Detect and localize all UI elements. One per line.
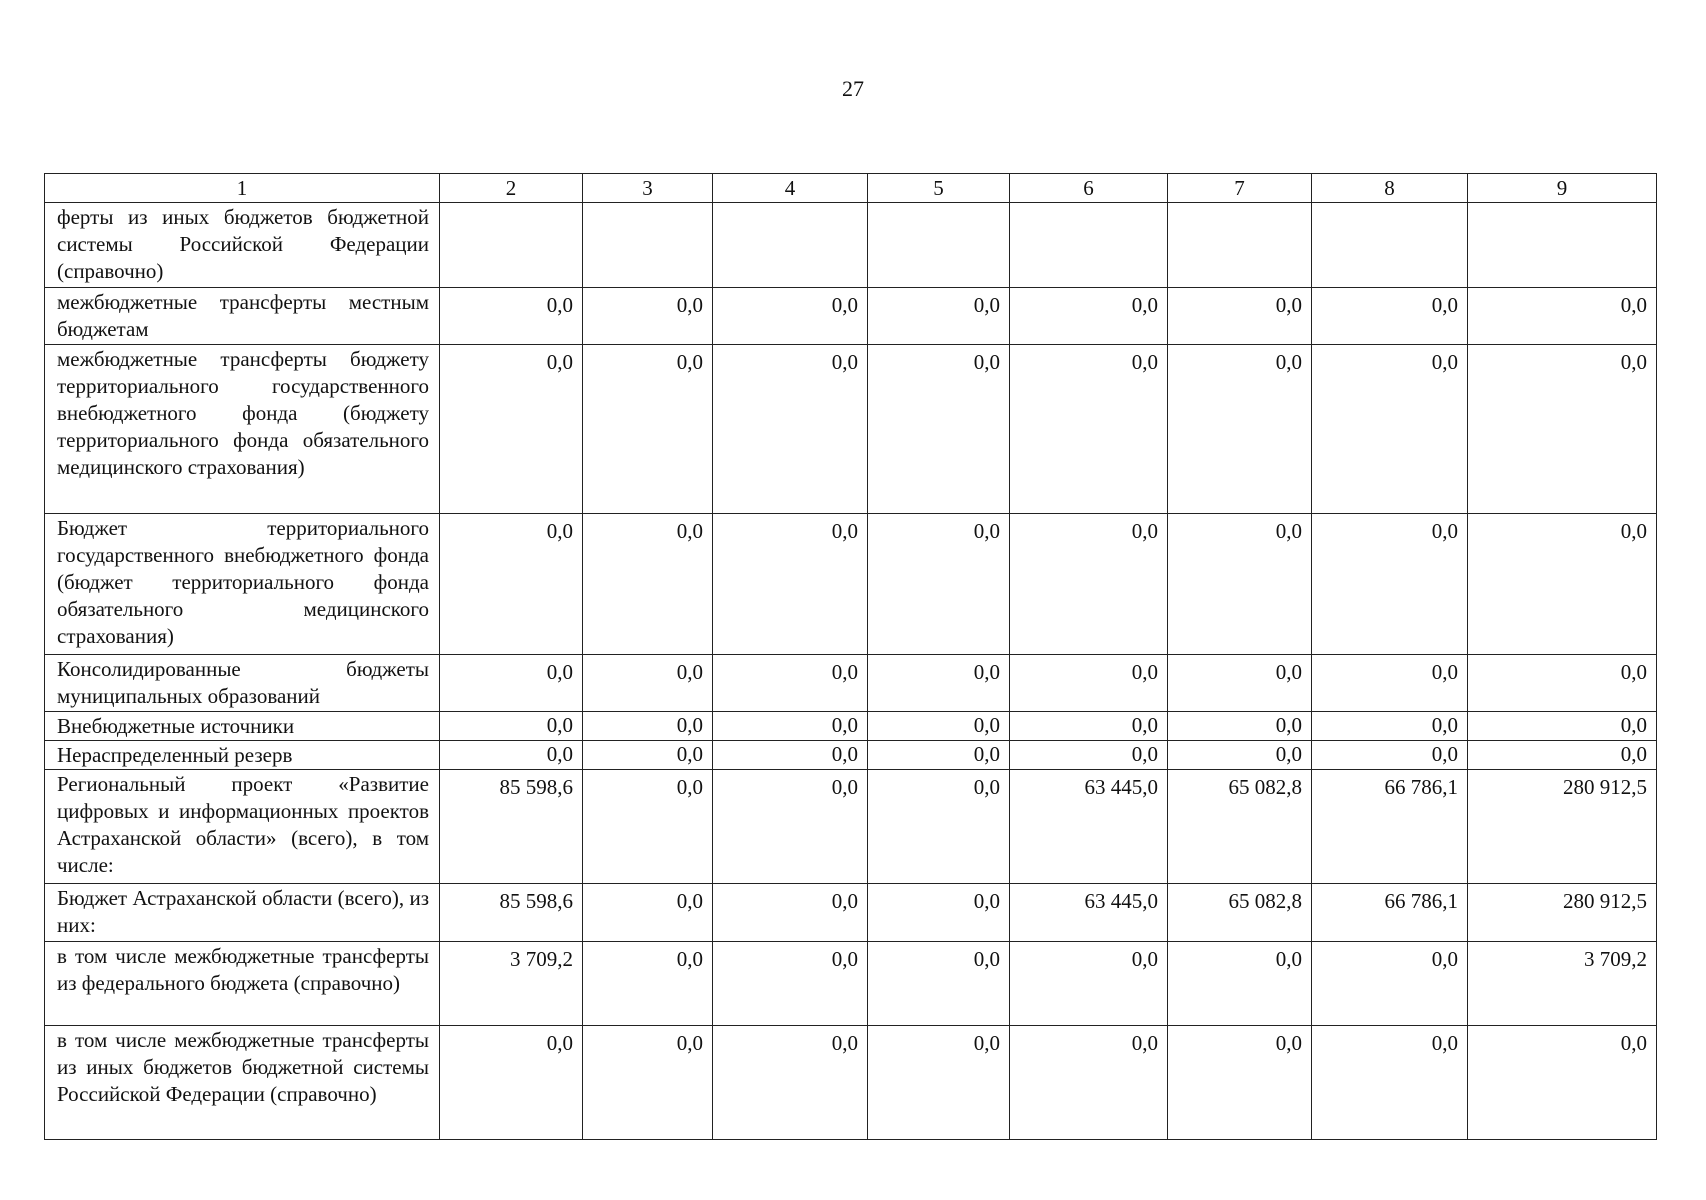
- value-cell-col-2: 0,0: [440, 1026, 583, 1140]
- value-cell-col-9: 0,0: [1468, 712, 1657, 741]
- value-cell-col-3: 0,0: [583, 884, 713, 942]
- value-cell-col-5: [868, 203, 1010, 288]
- value-cell-col-3: 0,0: [583, 741, 713, 770]
- value-cell-col-2: 0,0: [440, 514, 583, 655]
- value-cell-col-3: 0,0: [583, 712, 713, 741]
- value-cell-col-5: 0,0: [868, 741, 1010, 770]
- value-cell-col-4: 0,0: [713, 741, 868, 770]
- page-number: 27: [842, 76, 864, 101]
- value-cell-col-2: 0,0: [440, 741, 583, 770]
- value-cell-col-8: 0,0: [1312, 741, 1468, 770]
- value-cell-col-4: 0,0: [713, 1026, 868, 1140]
- row-label: Бюджет территориального государственного внебюджетного фонда (бюджет территориального фонда обязательного медицинского страхования): [45, 514, 440, 655]
- row-label: межбюджетные трансферты местным бюджетам: [45, 288, 440, 345]
- value-cell-col-5: 0,0: [868, 655, 1010, 712]
- value-cell-col-5: 0,0: [868, 514, 1010, 655]
- column-header-1: 1: [45, 174, 440, 203]
- value-cell-col-8: [1312, 203, 1468, 288]
- value-cell-col-2: 0,0: [440, 655, 583, 712]
- value-cell-col-8: 0,0: [1312, 942, 1468, 1026]
- value-cell-col-4: 0,0: [713, 942, 868, 1026]
- value-cell-col-8: 0,0: [1312, 514, 1468, 655]
- value-cell-col-3: 0,0: [583, 770, 713, 884]
- column-header-2: 2: [440, 174, 583, 203]
- value-cell-col-7: 0,0: [1168, 655, 1312, 712]
- value-cell-col-4: 0,0: [713, 288, 868, 345]
- value-cell-col-6: [1010, 203, 1168, 288]
- value-cell-col-7: 0,0: [1168, 712, 1312, 741]
- value-cell-col-2: 85 598,6: [440, 884, 583, 942]
- table-row: [45, 884, 1657, 942]
- value-cell-col-5: 0,0: [868, 770, 1010, 884]
- value-cell-col-6: 0,0: [1010, 514, 1168, 655]
- value-cell-col-2: [440, 203, 583, 288]
- value-cell-col-6: 0,0: [1010, 345, 1168, 514]
- value-cell-col-7: 0,0: [1168, 741, 1312, 770]
- table-row: [45, 288, 1657, 345]
- value-cell-col-3: 0,0: [583, 345, 713, 514]
- value-cell-col-8: 66 786,1: [1312, 884, 1468, 942]
- column-header-3: 3: [583, 174, 713, 203]
- value-cell-col-7: 65 082,8: [1168, 770, 1312, 884]
- column-header-5: 5: [868, 174, 1010, 203]
- value-cell-col-5: 0,0: [868, 712, 1010, 741]
- value-cell-col-3: 0,0: [583, 1026, 713, 1140]
- table-row: [45, 1026, 1657, 1140]
- value-cell-col-2: 85 598,6: [440, 770, 583, 884]
- value-cell-col-7: 65 082,8: [1168, 884, 1312, 942]
- value-cell-col-8: 66 786,1: [1312, 770, 1468, 884]
- value-cell-col-9: 280 912,5: [1468, 770, 1657, 884]
- column-header-7: 7: [1168, 174, 1312, 203]
- table-row: [45, 712, 1657, 741]
- row-label: Консолидированные бюджеты муниципальных образований: [45, 655, 440, 712]
- value-cell-col-2: 3 709,2: [440, 942, 583, 1026]
- value-cell-col-2: 0,0: [440, 712, 583, 741]
- value-cell-col-6: 0,0: [1010, 1026, 1168, 1140]
- value-cell-col-8: 0,0: [1312, 655, 1468, 712]
- value-cell-col-3: [583, 203, 713, 288]
- value-cell-col-5: 0,0: [868, 1026, 1010, 1140]
- value-cell-col-7: 0,0: [1168, 942, 1312, 1026]
- value-cell-col-4: 0,0: [713, 514, 868, 655]
- value-cell-col-6: 63 445,0: [1010, 884, 1168, 942]
- value-cell-col-9: 3 709,2: [1468, 942, 1657, 1026]
- value-cell-col-4: 0,0: [713, 770, 868, 884]
- budget-table: [44, 173, 1657, 1140]
- value-cell-col-6: 0,0: [1010, 655, 1168, 712]
- row-label: Региональный проект «Развитие цифровых и информационных проектов Астраханской области» (всего), в том числе:: [45, 770, 440, 884]
- value-cell-col-8: 0,0: [1312, 712, 1468, 741]
- value-cell-col-8: 0,0: [1312, 345, 1468, 514]
- value-cell-col-4: 0,0: [713, 712, 868, 741]
- value-cell-col-9: 0,0: [1468, 514, 1657, 655]
- value-cell-col-6: 0,0: [1010, 942, 1168, 1026]
- value-cell-col-5: 0,0: [868, 345, 1010, 514]
- table-row: [45, 770, 1657, 884]
- value-cell-col-4: 0,0: [713, 345, 868, 514]
- value-cell-col-5: 0,0: [868, 942, 1010, 1026]
- value-cell-col-8: 0,0: [1312, 288, 1468, 345]
- table-row: [45, 655, 1657, 712]
- value-cell-col-9: 0,0: [1468, 345, 1657, 514]
- table-row: [45, 514, 1657, 655]
- row-label: ферты из иных бюджетов бюджетной системы Российской Федерации (справочно): [45, 203, 440, 288]
- column-header-4: 4: [713, 174, 868, 203]
- value-cell-col-2: 0,0: [440, 345, 583, 514]
- row-label: Внебюджетные источники: [45, 712, 440, 741]
- value-cell-col-7: 0,0: [1168, 345, 1312, 514]
- table-row: [45, 203, 1657, 288]
- column-header-8: 8: [1312, 174, 1468, 203]
- value-cell-col-4: 0,0: [713, 655, 868, 712]
- table-header-row: [45, 174, 1657, 203]
- value-cell-col-6: 0,0: [1010, 741, 1168, 770]
- value-cell-col-3: 0,0: [583, 942, 713, 1026]
- value-cell-col-4: 0,0: [713, 884, 868, 942]
- row-label: в том числе межбюджетные трансферты из иных бюджетов бюджетной системы Российской Федерации (справочно): [45, 1026, 440, 1140]
- value-cell-col-7: [1168, 203, 1312, 288]
- value-cell-col-4: [713, 203, 868, 288]
- table-row: [45, 741, 1657, 770]
- value-cell-col-9: [1468, 203, 1657, 288]
- value-cell-col-9: 0,0: [1468, 288, 1657, 345]
- value-cell-col-6: 0,0: [1010, 288, 1168, 345]
- value-cell-col-6: 63 445,0: [1010, 770, 1168, 884]
- value-cell-col-5: 0,0: [868, 288, 1010, 345]
- row-label: Нераспределенный резерв: [45, 741, 440, 770]
- value-cell-col-9: 0,0: [1468, 1026, 1657, 1140]
- value-cell-col-3: 0,0: [583, 514, 713, 655]
- value-cell-col-9: 0,0: [1468, 655, 1657, 712]
- value-cell-col-7: 0,0: [1168, 514, 1312, 655]
- value-cell-col-8: 0,0: [1312, 1026, 1468, 1140]
- value-cell-col-7: 0,0: [1168, 288, 1312, 345]
- value-cell-col-6: 0,0: [1010, 712, 1168, 741]
- value-cell-col-5: 0,0: [868, 884, 1010, 942]
- value-cell-col-3: 0,0: [583, 288, 713, 345]
- row-label: Бюджет Астраханской области (всего), из них:: [45, 884, 440, 942]
- value-cell-col-9: 280 912,5: [1468, 884, 1657, 942]
- table-row: [45, 942, 1657, 1026]
- row-label: межбюджетные трансферты бюджету территориального государственного внебюджетного фонда (бюджету территориального фонда обязательного медицинского страхования): [45, 345, 440, 514]
- value-cell-col-7: 0,0: [1168, 1026, 1312, 1140]
- column-header-6: 6: [1010, 174, 1168, 203]
- column-header-9: 9: [1468, 174, 1657, 203]
- value-cell-col-9: 0,0: [1468, 741, 1657, 770]
- row-label: в том числе межбюджетные трансферты из федерального бюджета (справочно): [45, 942, 440, 1026]
- table-row: [45, 345, 1657, 514]
- value-cell-col-2: 0,0: [440, 288, 583, 345]
- value-cell-col-3: 0,0: [583, 655, 713, 712]
